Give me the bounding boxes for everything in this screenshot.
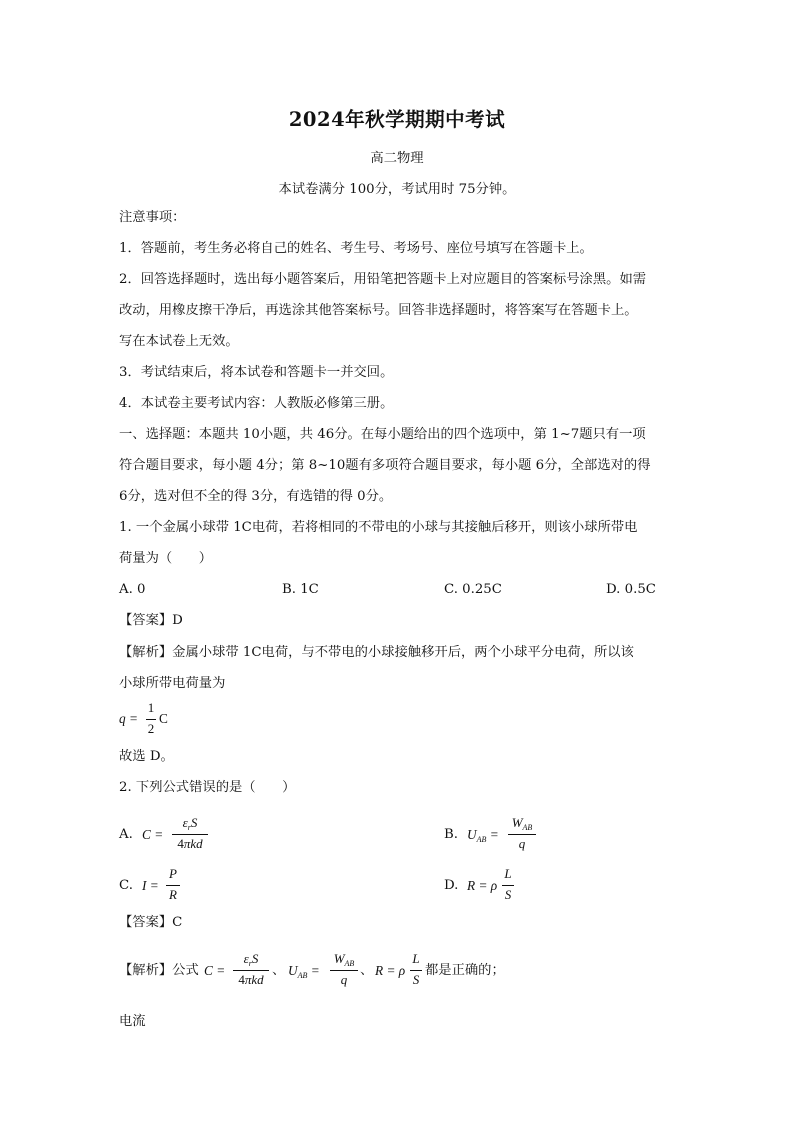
option-c: C. 0.25C — [444, 582, 502, 597]
question-1-stem: 荷量为（ ） — [119, 551, 213, 566]
answer: 【答案】D — [119, 613, 183, 628]
analysis-separator: 、 — [272, 963, 286, 978]
fraction-bar — [166, 885, 180, 886]
section-instructions: 符合题目要求，每小题 4分；第 8~10题有多项符合题目要求，每小题 6分，全部选对的得 — [119, 458, 651, 473]
option-c-label: C. — [119, 878, 133, 893]
note-item: 2．回答选择题时，选出每小题答案后，用铅笔把答题卡上对应题目的答案标号涂黑。如需 — [119, 272, 647, 287]
fraction-bar — [508, 834, 536, 835]
next-line: 电流 — [119, 1014, 146, 1029]
option-c-fraction — [166, 866, 180, 906]
option-b-formula-lhs: $U_{AB}$ = — [467, 827, 499, 844]
fraction-bar — [330, 970, 358, 971]
analysis: 小球所带电荷量为 — [119, 676, 226, 691]
analysis-separator: 、 — [360, 963, 374, 978]
option-d-denominator: S — [504, 887, 512, 902]
analysis-prefix: 【解析】公式 — [119, 963, 199, 978]
option-d-fraction — [502, 866, 514, 906]
section-instructions: 一、选择题：本题共 10小题，共 46分。在每小题给出的四个选项中，第 1~7题只有一项 — [119, 427, 646, 442]
analysis-fraction-r — [410, 951, 422, 991]
analysis-r-denominator: S — [412, 972, 420, 987]
note-item: 改动，用橡皮擦干净后，再选涂其他答案标号。回答非选择题时，将答案写在答题卡上。 — [119, 303, 638, 318]
analysis-formula-r-lhs: R = ρ — [375, 963, 406, 978]
fraction-numerator: 1 — [147, 700, 155, 715]
note-item: 3．考试结束后，将本试卷和答题卡一并交回。 — [119, 365, 394, 380]
fraction-bar — [502, 885, 514, 886]
option-c-formula-lhs: I = — [142, 878, 159, 893]
option-d-label: D. — [444, 878, 459, 893]
analysis-formula-c-lhs: C = — [204, 963, 226, 978]
analysis: 【解析】金属小球带 1C电荷，与不带电的小球接触移开后，两个小球平分电荷，所以该 — [119, 645, 634, 660]
analysis-c-denominator: 4πkd — [238, 972, 264, 987]
formula-unit: C — [159, 711, 168, 726]
fraction-bar — [146, 719, 156, 720]
option-c-numerator: P — [169, 866, 177, 881]
option-d-numerator: L — [504, 866, 512, 881]
section-instructions: 6分，选对但不全的得 3分，有选错的得 0分。 — [119, 489, 393, 504]
option-b-label: B. — [444, 827, 458, 842]
conclusion: 故选 D。 — [119, 749, 174, 764]
note-item: 1．答题前，考生务必将自己的姓名、考生号、考场号、座位号填写在答题卡上。 — [119, 241, 593, 256]
analysis-formula-u-lhs: $U_{AB}$ = — [288, 963, 320, 980]
note-item: 写在本试卷上无效。 — [119, 334, 239, 349]
option-a-numerator: $\varepsilon_rS$ — [182, 815, 198, 832]
analysis-c-numerator: $\varepsilon_rS$ — [243, 951, 259, 968]
exam-title: 2024年秋学期期中考试 — [288, 108, 506, 131]
fraction-bar — [410, 970, 422, 971]
option-a-denominator: 4πkd — [177, 836, 203, 851]
analysis-suffix: 都是正确的； — [425, 963, 505, 978]
fraction-denominator: 2 — [147, 721, 155, 736]
option-a-label: A. — [119, 827, 133, 842]
analysis-r-numerator: L — [412, 951, 420, 966]
subject-title: 高二物理 — [370, 151, 424, 166]
analysis-u-denominator: q — [340, 972, 348, 987]
option-b-denominator: q — [518, 836, 526, 851]
option-b-numerator: $W_{AB}$ — [511, 815, 533, 832]
option-a-formula-lhs: C = — [142, 827, 164, 842]
answer: 【答案】C — [119, 915, 183, 930]
fraction-half — [146, 700, 156, 740]
exam-info: 本试卷满分 100分，考试用时 75分钟。 — [278, 182, 516, 197]
notes-heading: 注意事项： — [119, 210, 186, 225]
question-1-stem: 1. 一个金属小球带 1C电荷，若将相同的不带电的小球与其接触后移开，则该小球所带电 — [119, 520, 638, 535]
question-2-stem: 2. 下列公式错误的是（ ） — [119, 780, 296, 795]
analysis-fraction-c — [233, 951, 269, 991]
note-item: 4．本试卷主要考试内容：人教版必修第三册。 — [119, 396, 394, 411]
option-d: D. 0.5C — [606, 582, 656, 597]
fraction-bar — [172, 834, 208, 835]
option-c-denominator: R — [169, 887, 177, 902]
option-d-formula-lhs: R = ρ — [467, 878, 498, 893]
option-a: A. 0 — [119, 582, 146, 597]
analysis-fraction-u — [330, 951, 358, 991]
formula-lhs: q = — [119, 711, 138, 726]
option-b: B. 1C — [282, 582, 319, 597]
fraction-bar — [233, 970, 269, 971]
option-b-fraction — [508, 815, 536, 855]
option-a-fraction — [172, 815, 208, 855]
analysis-u-numerator: $W_{AB}$ — [333, 951, 355, 968]
